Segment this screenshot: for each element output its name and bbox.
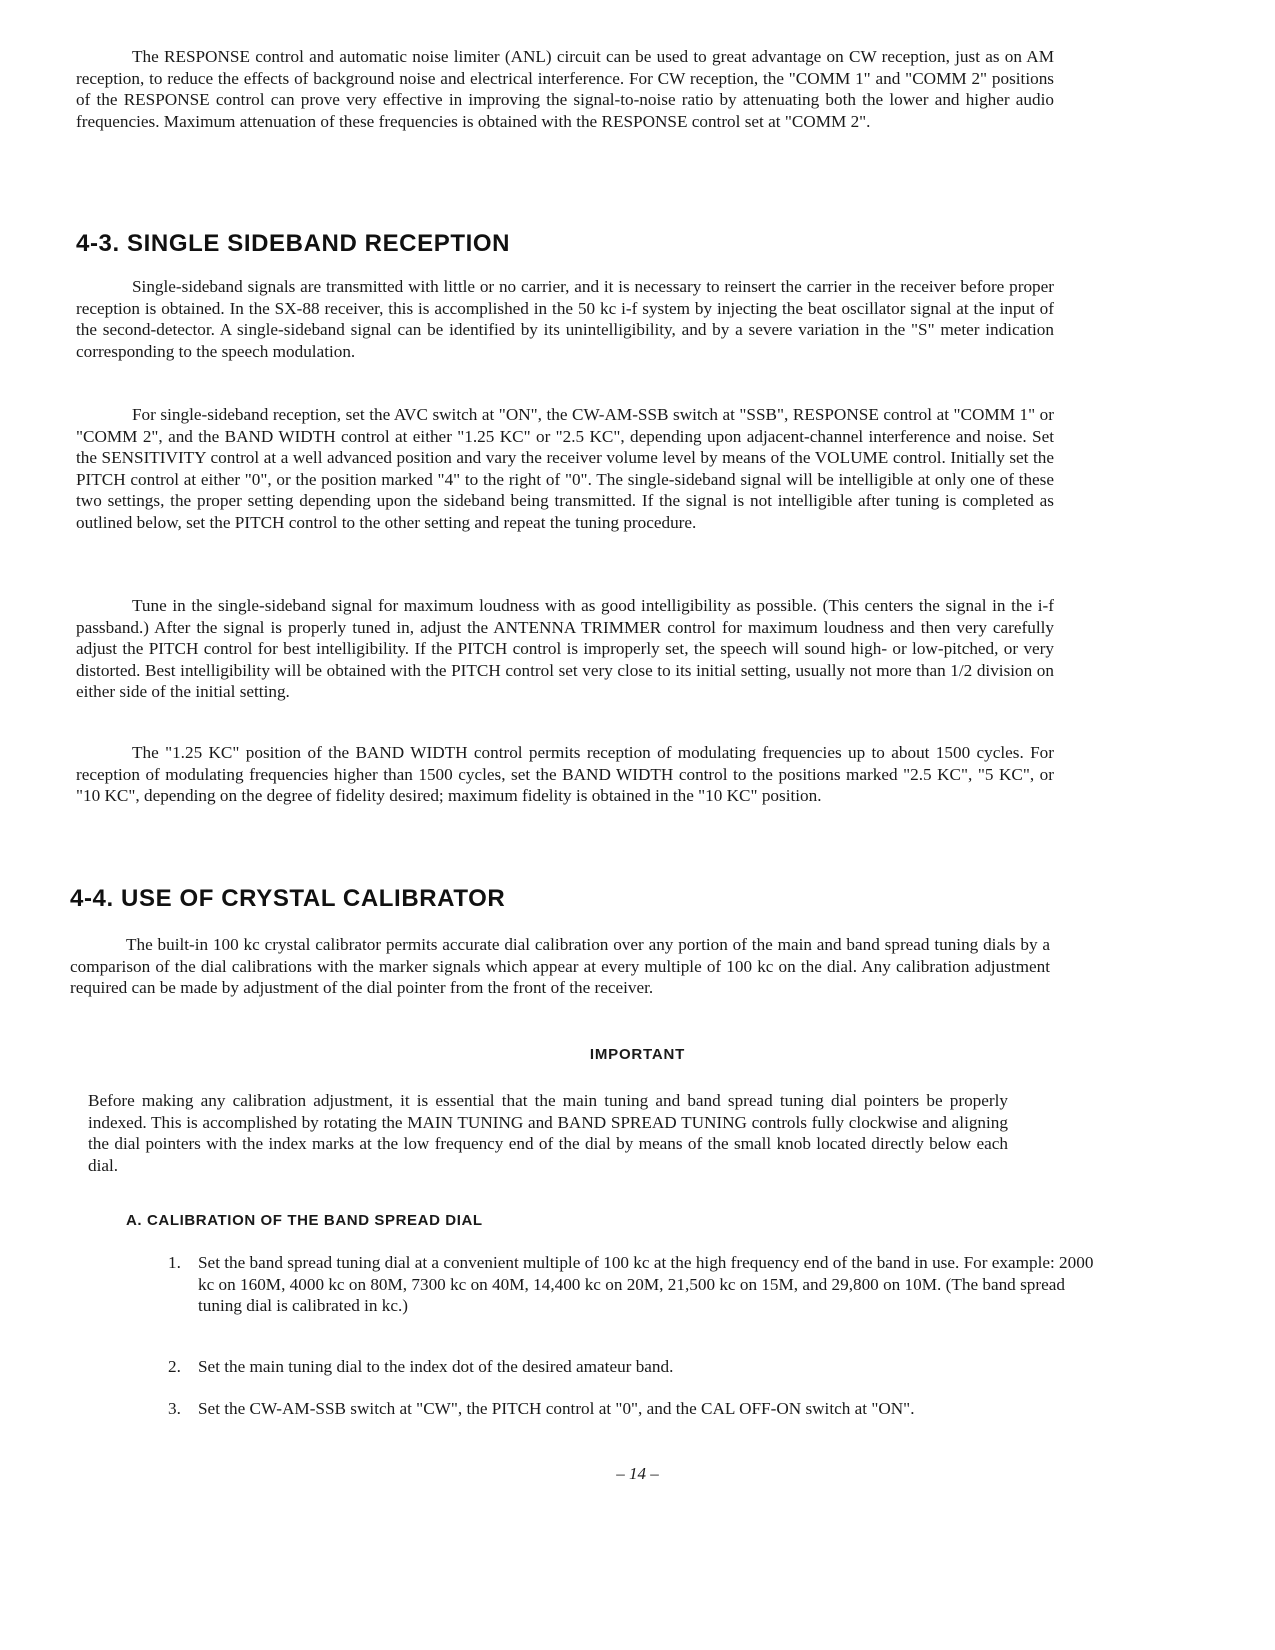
section-4-3-heading: 4-3. SINGLE SIDEBAND RECEPTION [76,230,511,257]
list-item-text: Set the band spread tuning dial at a convenient multiple of 100 kc at the high frequency end of the band in use. For example: 2000 kc on 160M, 4000 kc on 80M, 7300 kc on 40M, 14,400 kc on 20M, 21,500 kc on 15M, and 29,800 on 10M. (The band spread tuning dial is calibrated in kc.) [198,1253,1094,1316]
important-paragraph: Before making any calibration adjustment, it is essential that the main tuning and band spread tuning dial pointers be properly indexed. This is accomplished by rotating the MAIN TUNING and BAND SPREAD TUNING controls fully clockwise and aligning the dial pointers with the index marks at the low frequency end of the dial by means of the small knob located directly below each dial. [88,1091,1008,1175]
calibrator-paragraph: The built-in 100 kc crystal calibrator permits accurate dial calibration over any portion of the main and band spread tuning dials by a comparison of the dial calibrations with the marker signals which appear at every multiple of 100 kc on the dial. Any calibration adjustment required can be made by adjustment of the dial pointer from the front of the receiver. [70,935,1050,998]
list-item-text: Set the main tuning dial to the index dot of the desired amateur band. [198,1357,674,1376]
ssb-block-3 [76,595,1054,703]
list-item [168,1398,1103,1420]
ssb-paragraph-4: The "1.25 KC" position of the BAND WIDTH control permits reception of modulating frequencies up to about 1500 cycles. For reception of modulating frequencies higher than 1500 cycles, set the BAND WIDTH control to the positions marked "2.5 KC", "5 KC", or "10 KC", depending on the degree of fidelity desired; maximum fidelity is obtained in the "10 KC" position. [76,743,1054,806]
important-heading: IMPORTANT [589,1046,686,1063]
important-block [88,1090,1008,1176]
ssb-paragraph-2: For single-sideband reception, set the AVC switch at "ON", the CW-AM-SSB switch at "SSB", RESPONSE control at "COMM 1" or "COMM 2", and the BAND WIDTH control at either "1.25 KC" or "2.5 KC", depending upon adjacent-channel interference and noise. Set the SENSITIVITY control at a well advanced position and vary the receiver volume level by means of the VOLUME control. Initially set the PITCH control at either "0", or the position marked "4" to the right of "0". The single-sideband signal will be intelligible at only one of these two settings, the proper setting depending upon the sideband being transmitted. If the signal is not intelligible after tuning is completed as outlined below, set the PITCH control to the other setting and repeat the tuning procedure. [76,405,1054,532]
page-number: – 14 – [616,1464,659,1483]
calibrator-block [70,934,1050,999]
list-item-number: 1. [168,1253,181,1272]
section-4-3-body [76,276,1054,362]
intro-block [76,46,1054,132]
section-4-4-heading: 4-4. USE OF CRYSTAL CALIBRATOR [70,885,506,912]
ssb-block-4 [76,742,1054,807]
list-item-text: Set the CW-AM-SSB switch at "CW", the PITCH control at "0", and the CAL OFF-ON switch at "ON". [198,1399,915,1418]
list-item-number: 3. [168,1399,181,1418]
list-item-number: 2. [168,1357,181,1376]
ssb-paragraph-1: Single-sideband signals are transmitted with little or no carrier, and it is necessary to reinsert the carrier in the receiver before proper reception is obtained. In the SX-88 receiver, this is accomplished in the 50 kc i-f system by injecting the beat oscillator signal at the input of the second-detector. A single-sideband signal can be identified by its unintelligibility, and by a severe variation in the "S" meter indication corresponding to the speech modulation. [76,277,1054,361]
intro-paragraph: The RESPONSE control and automatic noise limiter (ANL) circuit can be used to great advantage on CW reception, just as on AM reception, to reduce the effects of background noise and electrical interference. For CW reception, the "COMM 1" and "COMM 2" positions of the RESPONSE control can prove very effective in improving the signal-to-noise ratio by attenuating both the lower and higher audio frequencies. Maximum attenuation of these frequencies is obtained with the RESPONSE control set at "COMM 2". [76,47,1054,131]
list-item [168,1356,1103,1378]
ssb-paragraph-3: Tune in the single-sideband signal for maximum loudness with as good intelligibility as possible. (This centers the signal in the i-f passband.) After the signal is properly tuned in, adjust the ANTENNA TRIMMER control for maximum loudness and then very carefully adjust the PITCH control for best intelligibility. If the PITCH control is improperly set, the speech will sound high- or low-pitched, or very distorted. Best intelligibility will be obtained with the PITCH control set very close to its initial setting, usually not more than 1/2 division on either side of the initial setting. [76,596,1054,702]
list-item [168,1252,1103,1317]
ssb-block-2 [76,404,1054,534]
subsection-a-heading: A. CALIBRATION OF THE BAND SPREAD DIAL [126,1212,483,1229]
